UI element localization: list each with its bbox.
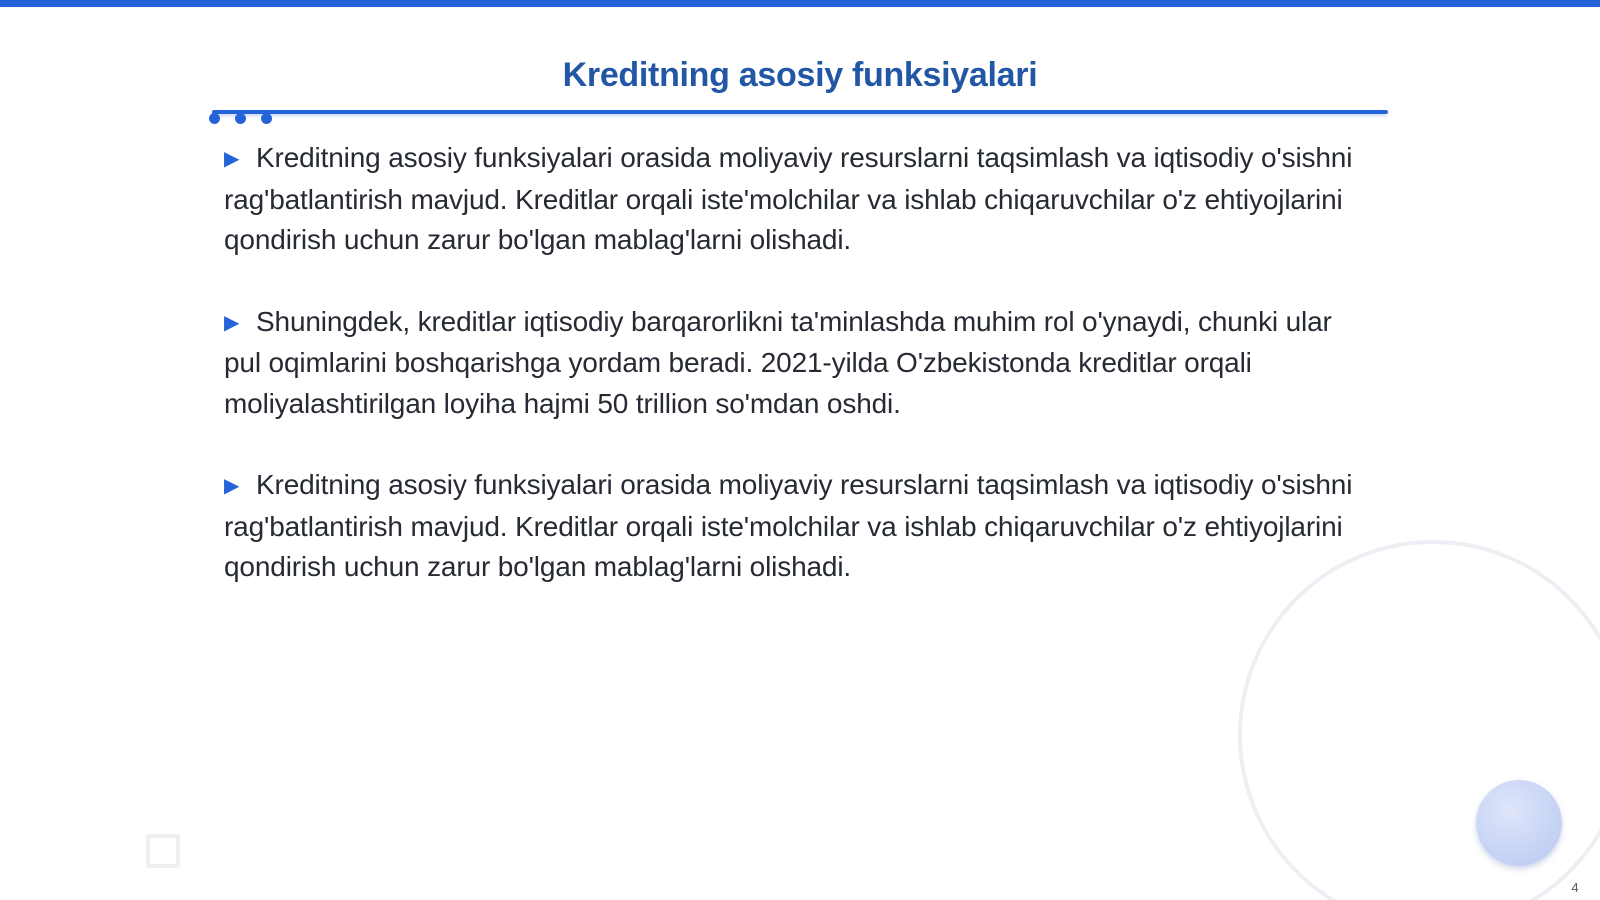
triangle-right-icon: ▶: [224, 311, 240, 334]
page-number: 4: [1571, 880, 1579, 895]
decorative-ball: [1476, 780, 1562, 866]
top-accent-bar: [0, 0, 1600, 7]
bullet-text: Kreditning asosiy funksiyalari orasida moliyaviy resurslarni taqsimlash va iqtisodiy o'sishni rag'batlantirish mavjud. Kreditlar orqali iste'molchilar va ishlab chiqaruvchilar o'z ehtiyojlarini qondirish uchun zarur bo'lgan mablag'larni olishadi.: [224, 142, 1353, 255]
bullet-item: [224, 302, 1374, 425]
title-underline: [212, 110, 1388, 114]
bullet-text: Shuningdek, kreditlar iqtisodiy barqarorlikni ta'minlashda muhim rol o'ynaydi, chunki ular pul oqimlarini boshqarishga yordam beradi. 2021-yilda O'zbekistonda kreditlar orqali moliyalashtirilgan loyiha hajmi 50 trillion so'mdan oshdi.: [224, 305, 1332, 419]
decorative-dot: [209, 113, 220, 124]
bullet-item: [224, 138, 1374, 261]
bullet-item: [224, 465, 1374, 588]
triangle-right-icon: ▶: [224, 475, 240, 497]
triangle-right-icon: ▶: [224, 148, 240, 170]
decorative-square: [146, 834, 180, 868]
bullet-list: [224, 138, 1374, 629]
bullet-text: Kreditning asosiy funksiyalari orasida moliyaviy resurslarni taqsimlash va iqtisodiy o'sishni rag'batlantirish mavjud. Kreditlar orqali iste'molchilar va ishlab chiqaruvchilar o'z ehtiyojlarini qondirish uchun zarur bo'lgan mablag'larni olishadi.: [224, 469, 1353, 582]
decorative-dot: [261, 113, 272, 124]
decorative-dot: [235, 113, 246, 124]
slide-title: Kreditning asosiy funksiyalari: [562, 56, 1038, 94]
